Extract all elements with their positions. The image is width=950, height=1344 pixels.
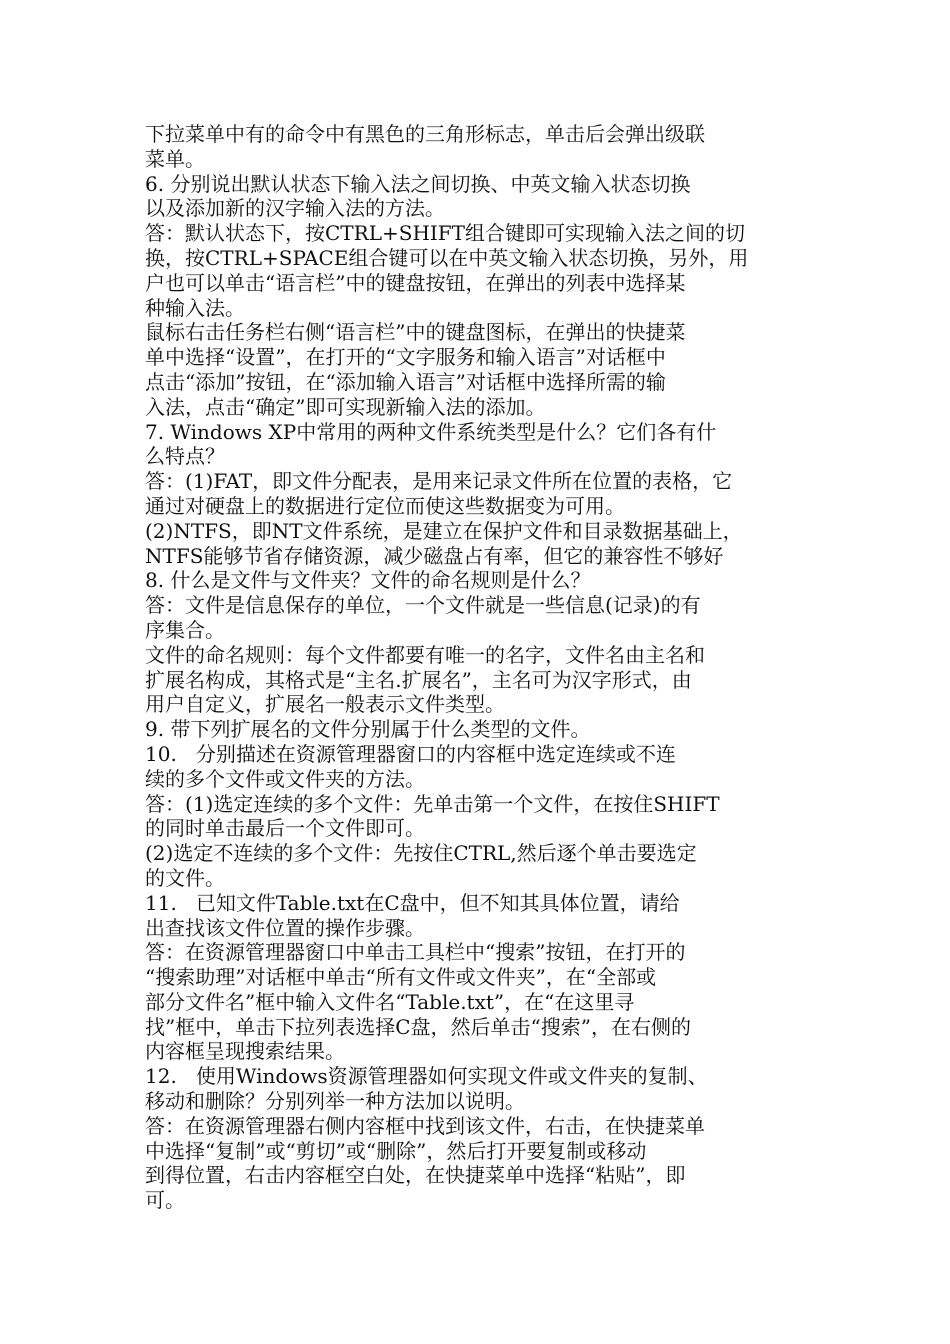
text-line: 换，按CTRL+SPACE组合键可以在中英文输入状态切换，另外，用 (145, 245, 749, 270)
text-line: 6. 分别说出默认状态下输入法之间切换、中英文输入状态切换 (145, 171, 691, 196)
text-line: (2)选定不连续的多个文件：先按住CTRL,然后逐个单击要选定 (145, 841, 697, 866)
text-line: 通过对硬盘上的数据进行定位而使这些数据变为可用。 (145, 493, 625, 518)
text-line: 扩展名构成，其格式是“主名.扩展名”，主名可为汉字形式，由 (145, 667, 692, 692)
text-line: 的同时单击最后一个文件即可。 (145, 816, 425, 841)
text-line: 单中选择“设置”，在打开的“文字服务和输入语言”对话框中 (145, 345, 666, 370)
text-line: 找”框中，单击下拉列表选择C盘，然后单击“搜索”，在右侧的 (145, 1014, 691, 1039)
text-line: 答：在资源管理器右侧内容框中找到该文件，右击，在快捷菜单 (145, 1113, 705, 1138)
text-line: 答：在资源管理器窗口中单击工具栏中“搜索”按钮，在打开的 (145, 940, 686, 965)
text-line: 10. 分别描述在资源管理器窗口的内容框中选定连续或不连 (145, 741, 676, 766)
text-line: 答：文件是信息保存的单位，一个文件就是一些信息(记录)的有 (145, 593, 701, 618)
document-page (145, 122, 810, 1213)
text-line: 8. 什么是文件与文件夹？文件的命名规则是什么？ (145, 568, 591, 593)
text-line: 续的多个文件或文件夹的方法。 (145, 766, 425, 791)
text-line: 12. 使用Windows资源管理器如何实现文件或文件夹的复制、 (145, 1064, 708, 1089)
text-line: 到得位置，右击内容框空白处，在快捷菜单中选择“粘贴”，即 (145, 1163, 686, 1188)
text-line: 文件的命名规则：每个文件都要有唯一的名字，文件名由主名和 (145, 642, 705, 667)
text-line: 菜单。 (145, 146, 205, 171)
text-line: 以及添加新的汉字输入法的方法。 (145, 196, 445, 221)
text-line: 入法，点击“确定”即可实现新输入法的添加。 (145, 394, 546, 419)
text-line: 出查找该文件位置的操作步骤。 (145, 915, 425, 940)
text-line: (2)NTFS，即NT文件系统，是建立在保护文件和目录数据基础上， (145, 518, 743, 543)
text-line: 种输入法。 (145, 295, 245, 320)
text-line: 中选择“复制”或“剪切”或“删除”，然后打开要复制或移动 (145, 1138, 647, 1163)
text-line: 答：(1)选定连续的多个文件：先单击第一个文件，在按住SHIFT (145, 791, 720, 816)
text-line: 的文件。 (145, 865, 225, 890)
text-line: 移动和删除？分别列举一种方法加以说明。 (145, 1089, 525, 1114)
text-line: 内容框呈现搜索结果。 (145, 1039, 345, 1064)
text-line: 鼠标右击任务栏右侧“语言栏”中的键盘图标，在弹出的快捷菜 (145, 320, 686, 345)
text-line: 可。 (145, 1188, 185, 1213)
text-line: 下拉菜单中有的命令中有黑色的三角形标志，单击后会弹出级联 (145, 122, 705, 146)
text-line: 么特点？ (145, 444, 225, 469)
text-line: 部分文件名”框中输入文件名“Table.txt”，在“在这里寻 (145, 989, 635, 1014)
text-line: 答：默认状态下，按CTRL+SHIFT组合键即可实现输入法之间的切 (145, 221, 745, 246)
text-line: 答：(1)FAT，即文件分配表，是用来记录文件所在位置的表格，它 (145, 469, 733, 494)
text-line: 点击“添加”按钮，在“添加输入语言”对话框中选择所需的输 (145, 369, 666, 394)
text-line: 7. Windows XP中常用的两种文件系统类型是什么？它们各有什 (145, 419, 717, 444)
text-line: “搜索助理”对话框中单击“所有文件或文件夹”，在“全部或 (145, 965, 657, 990)
text-line: 11. 已知文件Table.txt在C盘中，但不知其具体位置，请给 (145, 890, 680, 915)
text-line: NTFS能够节省存储资源，减少磁盘占有率，但它的兼容性不够好 (145, 543, 724, 568)
text-line: 9. 带下列扩展名的文件分别属于什么类型的文件。 (145, 717, 591, 742)
text-line: 户也可以单击“语言栏”中的键盘按钮，在弹出的列表中选择某 (145, 270, 686, 295)
text-line: 序集合。 (145, 617, 225, 642)
text-line: 用户自定义，扩展名一般表示文件类型。 (145, 692, 505, 717)
